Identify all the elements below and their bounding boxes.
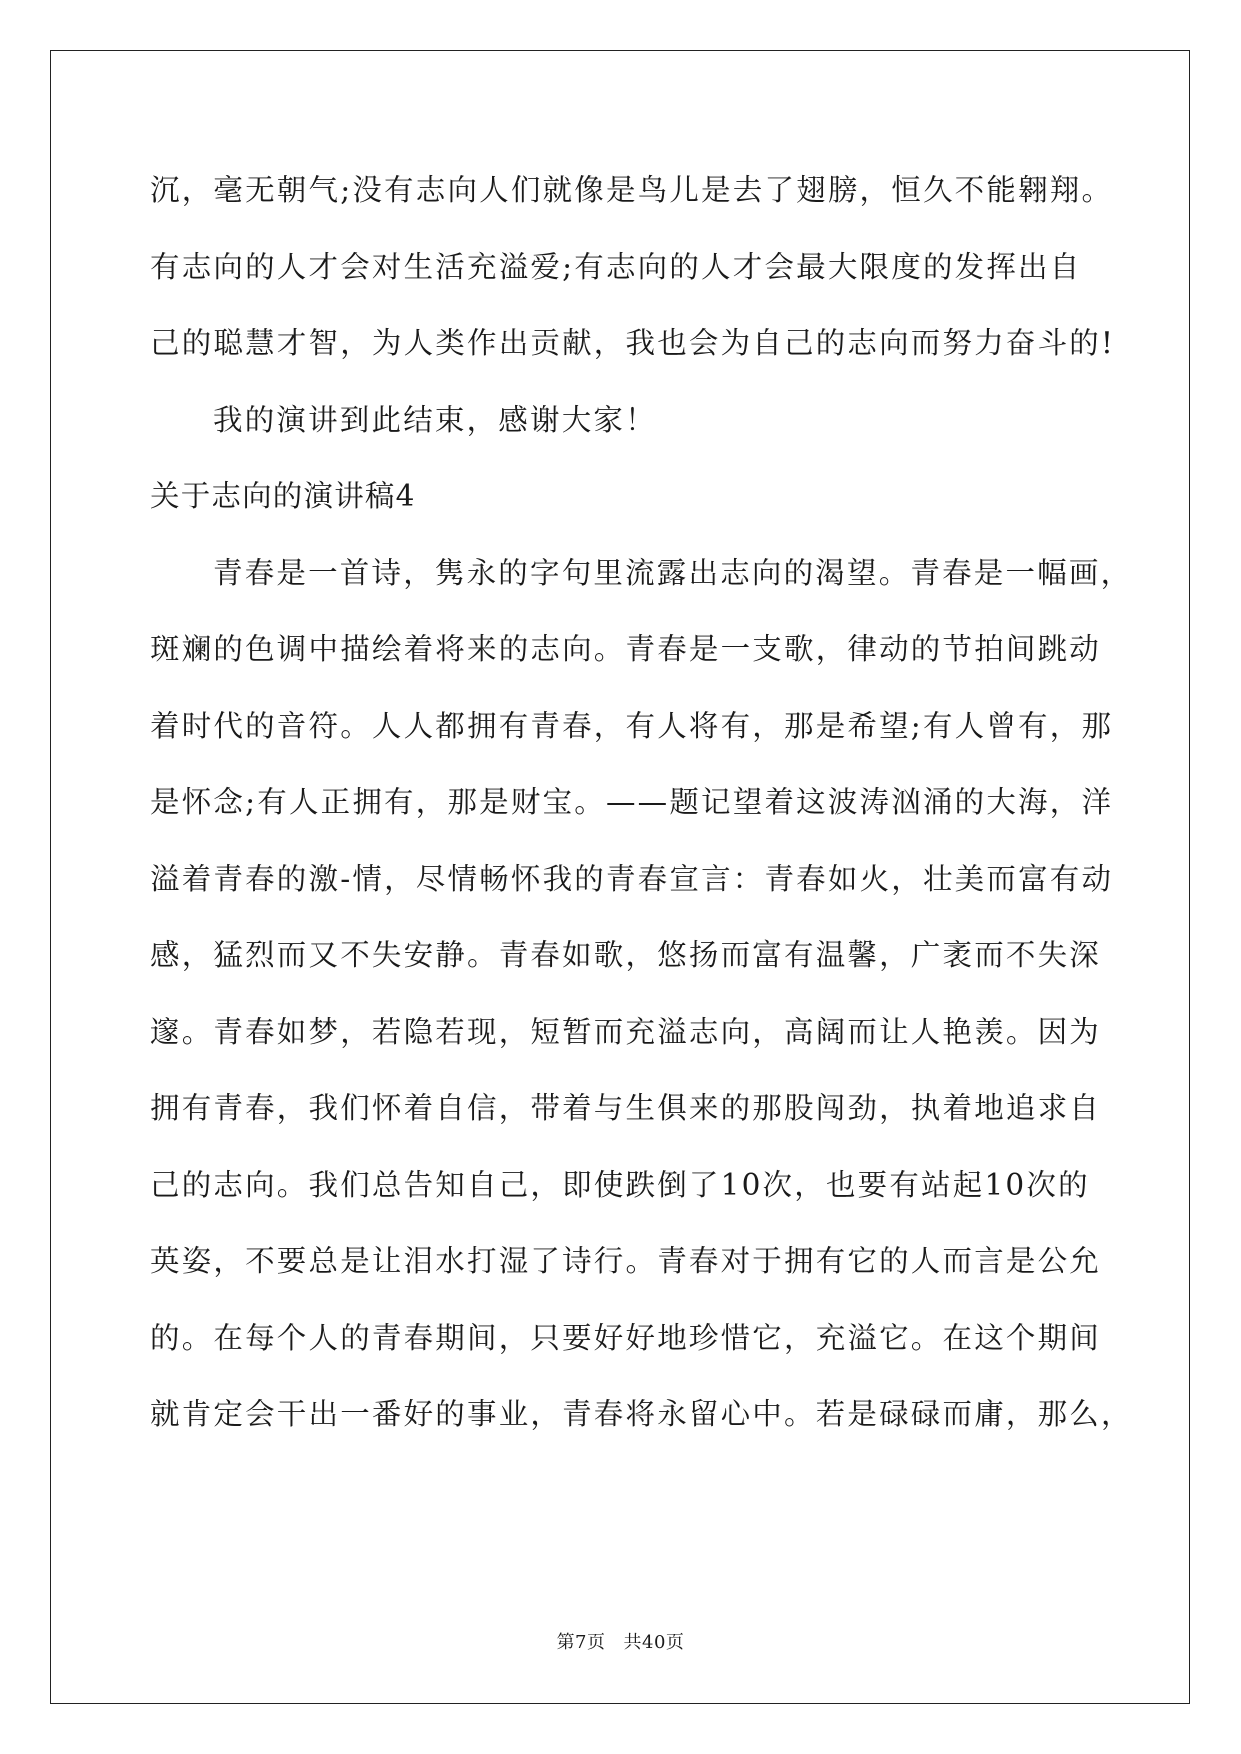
paragraph-line: 的。在每个人的青春期间，只要好好地珍惜它，充溢它。在这个期间	[150, 1320, 1102, 1355]
paragraph-line: 就肯定会干出一番好的事业，青春将永留心中。若是碌碌而庸，那么，	[150, 1397, 1133, 1431]
page-total: 共40页	[623, 1632, 685, 1653]
document-body	[150, 152, 1133, 1453]
paragraph-line: 英姿，不要总是让泪水打湿了诗行。青春对于拥有它的人而言是公允	[150, 1244, 1102, 1278]
page-number: 第7页	[556, 1632, 606, 1653]
paragraph-line: 己的聪慧才智，为人类作出贡献，我也会为自己的志向而努力奋斗的!	[150, 326, 1116, 360]
paragraph-line: 溢着青春的激-情，尽情畅怀我的青春宣言：青春如火，壮美而富有动	[150, 861, 1114, 896]
page-footer	[0, 1628, 1241, 1654]
paragraph-line: 青春是一首诗，隽永的字句里流露出志向的渴望。青春是一幅画，	[213, 555, 1133, 590]
paragraph-line: 拥有青春，我们怀着自信，带着与生俱来的那股闯劲，执着地追求自	[150, 1091, 1102, 1125]
paragraph-line: 沉，毫无朝气;没有志向人们就像是鸟儿是去了翅膀，恒久不能翱翔。	[150, 173, 1114, 207]
closing-line: 我的演讲到此结束，感谢大家！	[213, 402, 657, 437]
paragraph-line: 是怀念;有人正拥有，那是财宝。——题记望着这波涛汹涌的大海，洋	[150, 785, 1114, 819]
paragraph-line: 感，猛烈而又不失安静。青春如歌，悠扬而富有温馨，广袤而不失深	[150, 938, 1102, 972]
paragraph-line: 着时代的音符。人人都拥有青春，有人将有，那是希望;有人曾有，那	[150, 708, 1114, 743]
paragraph-line: 邃。青春如梦，若隐若现，短暂而充溢志向，高阔而让人艳羡。因为	[150, 1014, 1102, 1049]
section-heading: 关于志向的演讲稿4	[150, 479, 416, 513]
paragraph-line: 己的志向。我们总告知自己，即使跌倒了10次，也要有站起10次的	[150, 1167, 1090, 1202]
paragraph-line: 斑斓的色调中描绘着将来的志向。青春是一支歌，律动的节拍间跳动	[150, 632, 1102, 666]
paragraph-line: 有志向的人才会对生活充溢爱;有志向的人才会最大限度的发挥出自	[150, 249, 1082, 284]
